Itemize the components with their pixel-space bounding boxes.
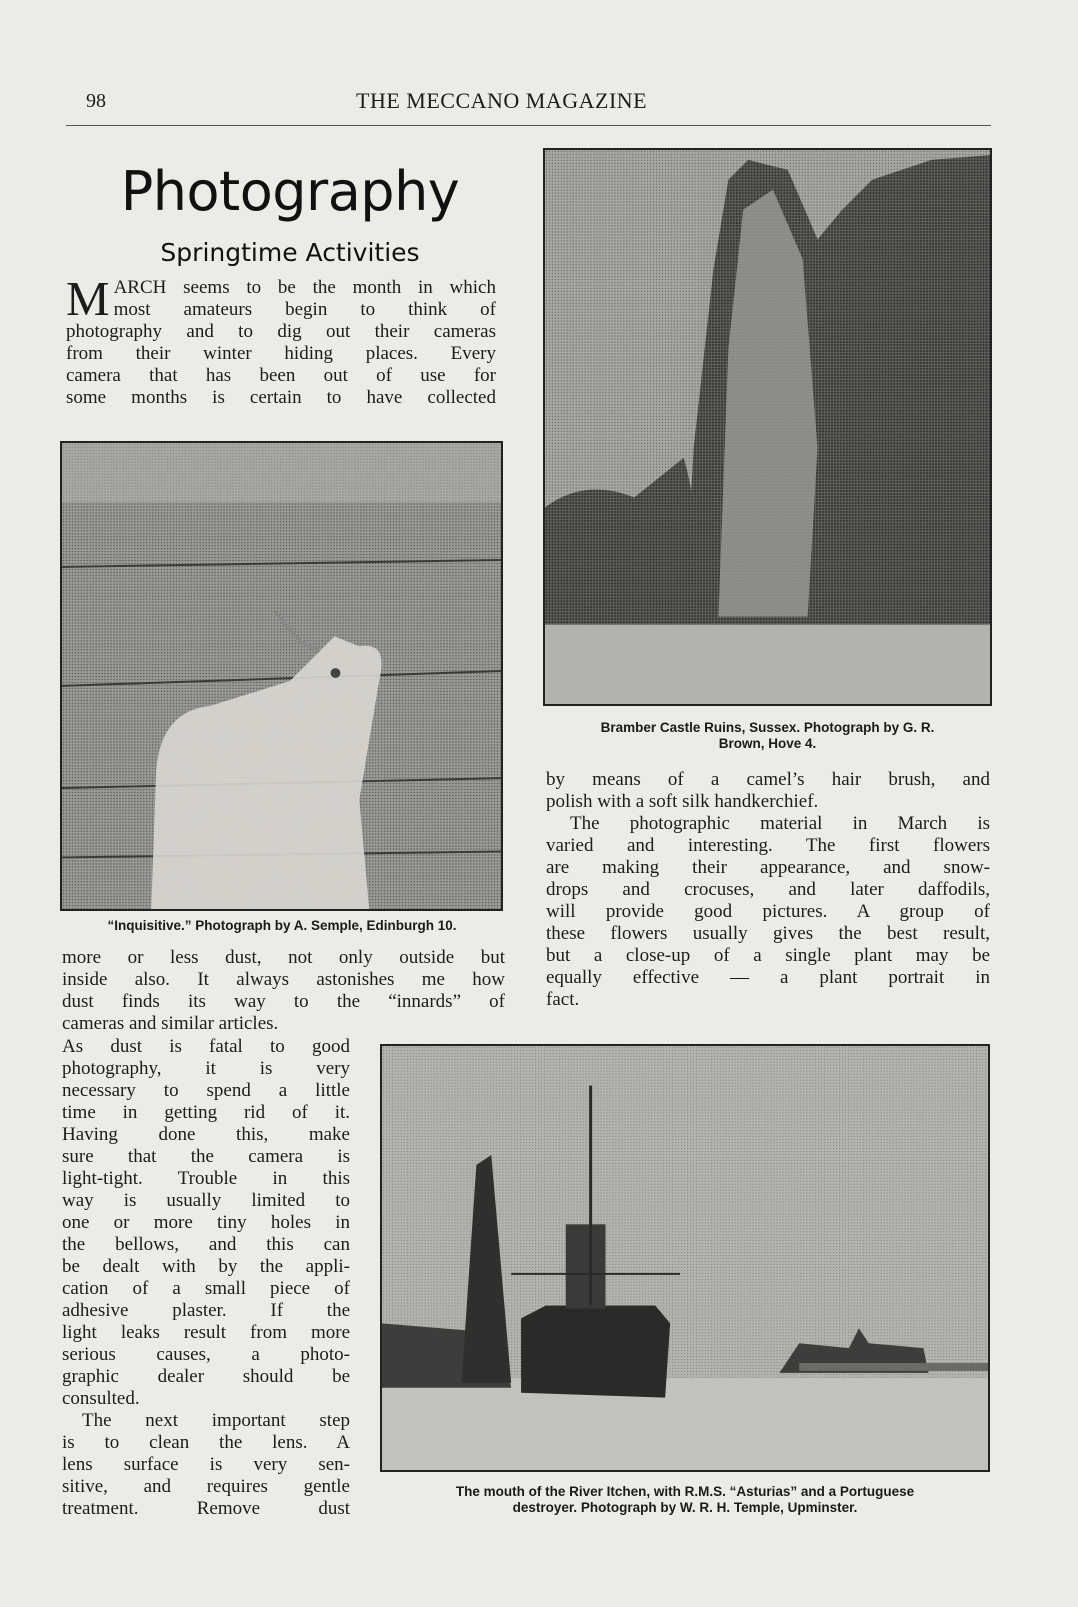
- text-line: adhesive plaster. If the: [62, 1300, 350, 1321]
- text-line: varied and interesting. The first flowers: [546, 835, 990, 856]
- river-caption-line: The mouth of the River Itchen, with R.M.S. “Asturias” and a Portuguese: [455, 1484, 915, 1499]
- text-line: drops and crocuses, and later daffodils,: [546, 879, 990, 900]
- text-line: treatment. Remove dust: [62, 1498, 350, 1519]
- page-number: 98: [86, 90, 106, 112]
- text-line: way is usually limited to: [62, 1190, 350, 1211]
- intro-line: most amateurs begin to think of: [113, 299, 496, 320]
- intro-line: ARCH seems to be the month in which: [113, 277, 496, 298]
- text-line: sitive, and requires gentle: [62, 1476, 350, 1497]
- text-line: cation of a small piece of: [62, 1278, 350, 1299]
- text-line: equally effective — a plant portrait in: [546, 967, 990, 988]
- intro-line: photography and to dig out their cameras: [66, 321, 496, 342]
- text-line: serious causes, a photo-: [62, 1344, 350, 1365]
- text-line: light-tight. Trouble in this: [62, 1168, 350, 1189]
- col1-wide-text: [62, 947, 505, 1035]
- text-line: photography, it is very: [62, 1058, 350, 1079]
- text-line: The photographic material in March is: [570, 813, 990, 834]
- text-line: graphic dealer should be: [62, 1366, 350, 1387]
- intro-line: some months is certain to have collected: [66, 387, 496, 408]
- castle-caption-line: Brown, Hove 4.: [718, 736, 817, 751]
- text-line: dust finds its way to the “innards” of: [62, 991, 505, 1012]
- article-subtitle: Springtime Activities: [160, 238, 420, 267]
- text-line: The next important step: [82, 1410, 350, 1431]
- text-line: polish with a soft silk handkerchief.: [546, 791, 819, 812]
- text-line: these flowers usually gives the best result,: [546, 923, 990, 944]
- text-line: be dealt with by the appli-: [62, 1256, 350, 1277]
- text-line: will provide good pictures. A group of: [546, 901, 990, 922]
- text-line: sure that the camera is: [62, 1146, 350, 1167]
- text-line: cameras and similar articles.: [62, 1013, 279, 1034]
- castle-caption: [540, 720, 995, 752]
- intro-line: from their winter hiding places. Every: [66, 343, 496, 364]
- text-line: are making their appearance, and snow-: [546, 857, 990, 878]
- goat-caption: “Inquisitive.” Photograph by A. Semple, Edinburgh 10.: [107, 918, 457, 933]
- text-line: is to clean the lens. A: [62, 1432, 350, 1453]
- header-rule: [66, 125, 991, 126]
- col1-narrow-text: [62, 1036, 350, 1520]
- drop-cap: M: [66, 271, 110, 326]
- text-line: lens surface is very sen-: [62, 1454, 350, 1475]
- text-line: inside also. It always astonishes me how: [62, 969, 505, 990]
- text-line: necessary to spend a little: [62, 1080, 350, 1101]
- text-line: by means of a camel’s hair brush, and: [546, 769, 990, 790]
- intro-paragraph: [66, 271, 496, 409]
- text-line: the bellows, and this can: [62, 1234, 350, 1255]
- intro-line: camera that has been out of use for: [66, 365, 496, 386]
- text-line: As dust is fatal to good: [62, 1036, 350, 1057]
- goat-photo: [60, 441, 503, 911]
- col2-text: [546, 769, 990, 1011]
- text-line: fact.: [546, 989, 580, 1010]
- magazine-title: THE MECCANO MAGAZINE: [356, 88, 648, 113]
- castle-caption-line: Bramber Castle Ruins, Sussex. Photograph by G. R.: [600, 720, 935, 735]
- text-line: more or less dust, not only outside but: [62, 947, 505, 968]
- text-line: light leaks result from more: [62, 1322, 350, 1343]
- text-line: consulted.: [62, 1388, 140, 1409]
- river-caption-line: destroyer. Photograph by W. R. H. Temple, Upminster.: [512, 1500, 858, 1515]
- text-line: but a close-up of a single plant may be: [546, 945, 990, 966]
- article-title: Photography: [120, 160, 460, 223]
- text-line: time in getting rid of it.: [62, 1102, 350, 1123]
- castle-photo: [543, 148, 992, 706]
- river-caption: [376, 1484, 994, 1516]
- text-line: one or more tiny holes in: [62, 1212, 350, 1233]
- river-photo: [380, 1044, 990, 1472]
- text-line: Having done this, make: [62, 1124, 350, 1145]
